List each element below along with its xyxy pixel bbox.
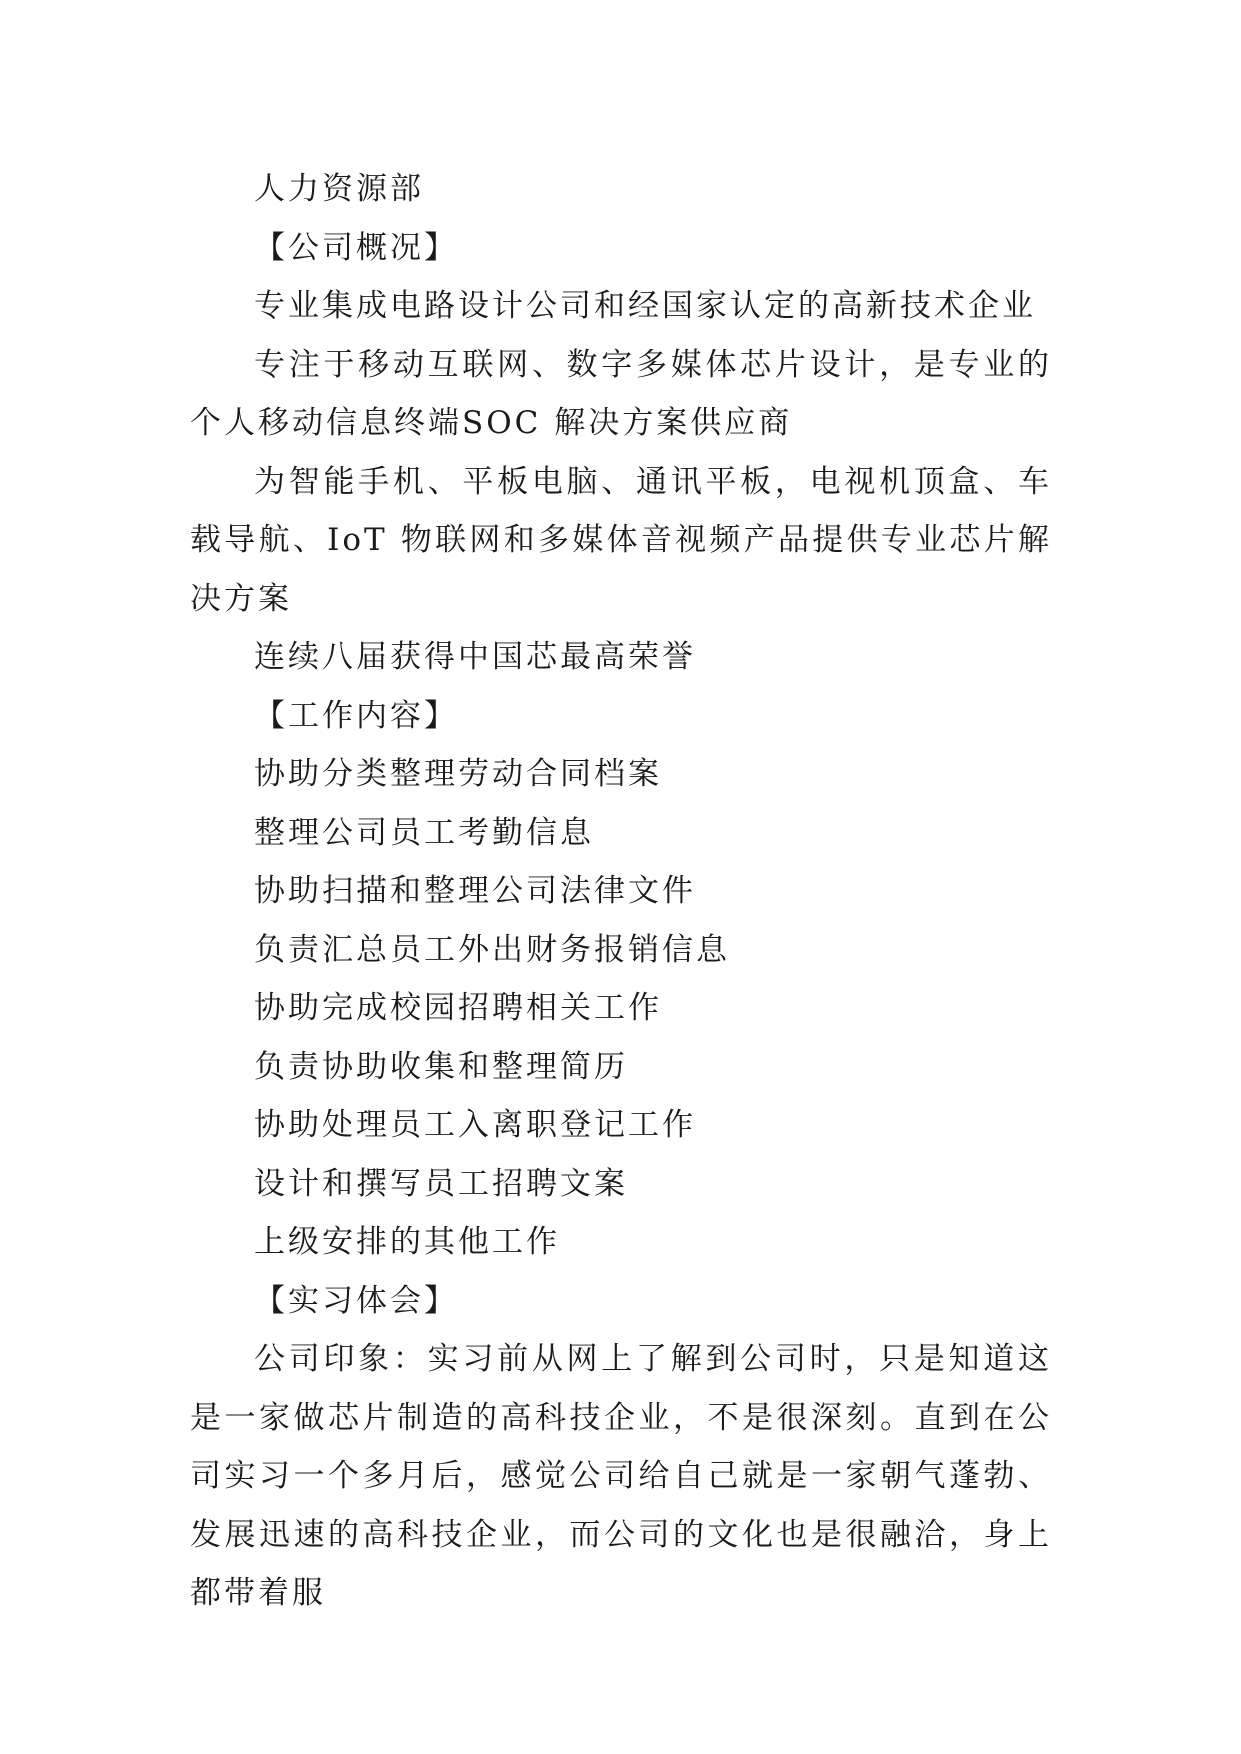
overview-item: 专业集成电路设计公司和经国家认定的高新技术企业 — [254, 288, 1036, 324]
experience-heading: 【实习体会】 — [254, 1282, 458, 1319]
work-item: 协助分类整理劳动合同档案 — [254, 756, 662, 792]
document-page — [190, 160, 1052, 1623]
overview-heading: 【公司概况】 — [254, 229, 458, 266]
overview-item: 连续八届获得中国芯最高荣誉 — [254, 639, 696, 675]
work-item: 协助扫描和整理公司法律文件 — [254, 873, 696, 909]
work-item: 负责协助收集和整理简历 — [254, 1048, 628, 1085]
department-title: 人力资源部 — [254, 171, 424, 207]
work-item: 负责汇总员工外出财务报销信息 — [254, 931, 730, 968]
work-item: 协助完成校园招聘相关工作 — [254, 990, 662, 1026]
work-item: 协助处理员工入离职登记工作 — [254, 1107, 696, 1143]
experience-paragraph: 公司印象：实习前从网上了解到公司时，只是知道这是一家做芯片制造的高科技企业，不是很深刻。直到在公司实习一个多月后，感觉公司给自己就是一家朝气蓬勃、发展迅速的高科技企业，而公司的文化也是很融洽，身上都带着服 — [190, 1341, 1052, 1611]
work-item: 整理公司员工考勤信息 — [254, 814, 594, 851]
work-item: 上级安排的其他工作 — [254, 1224, 560, 1260]
work-item: 设计和撰写员工招聘文案 — [254, 1165, 628, 1202]
work-heading: 【工作内容】 — [254, 697, 458, 734]
overview-item: 为智能手机、平板电脑、通讯平板，电视机顶盒、车载导航、IoT 物联网和多媒体音视频产品提供专业芯片解决方案 — [190, 463, 1052, 617]
overview-item: 专注于移动互联网、数字多媒体芯片设计，是专业的个人移动信息终端SOC 解决方案供应商 — [190, 346, 1052, 441]
